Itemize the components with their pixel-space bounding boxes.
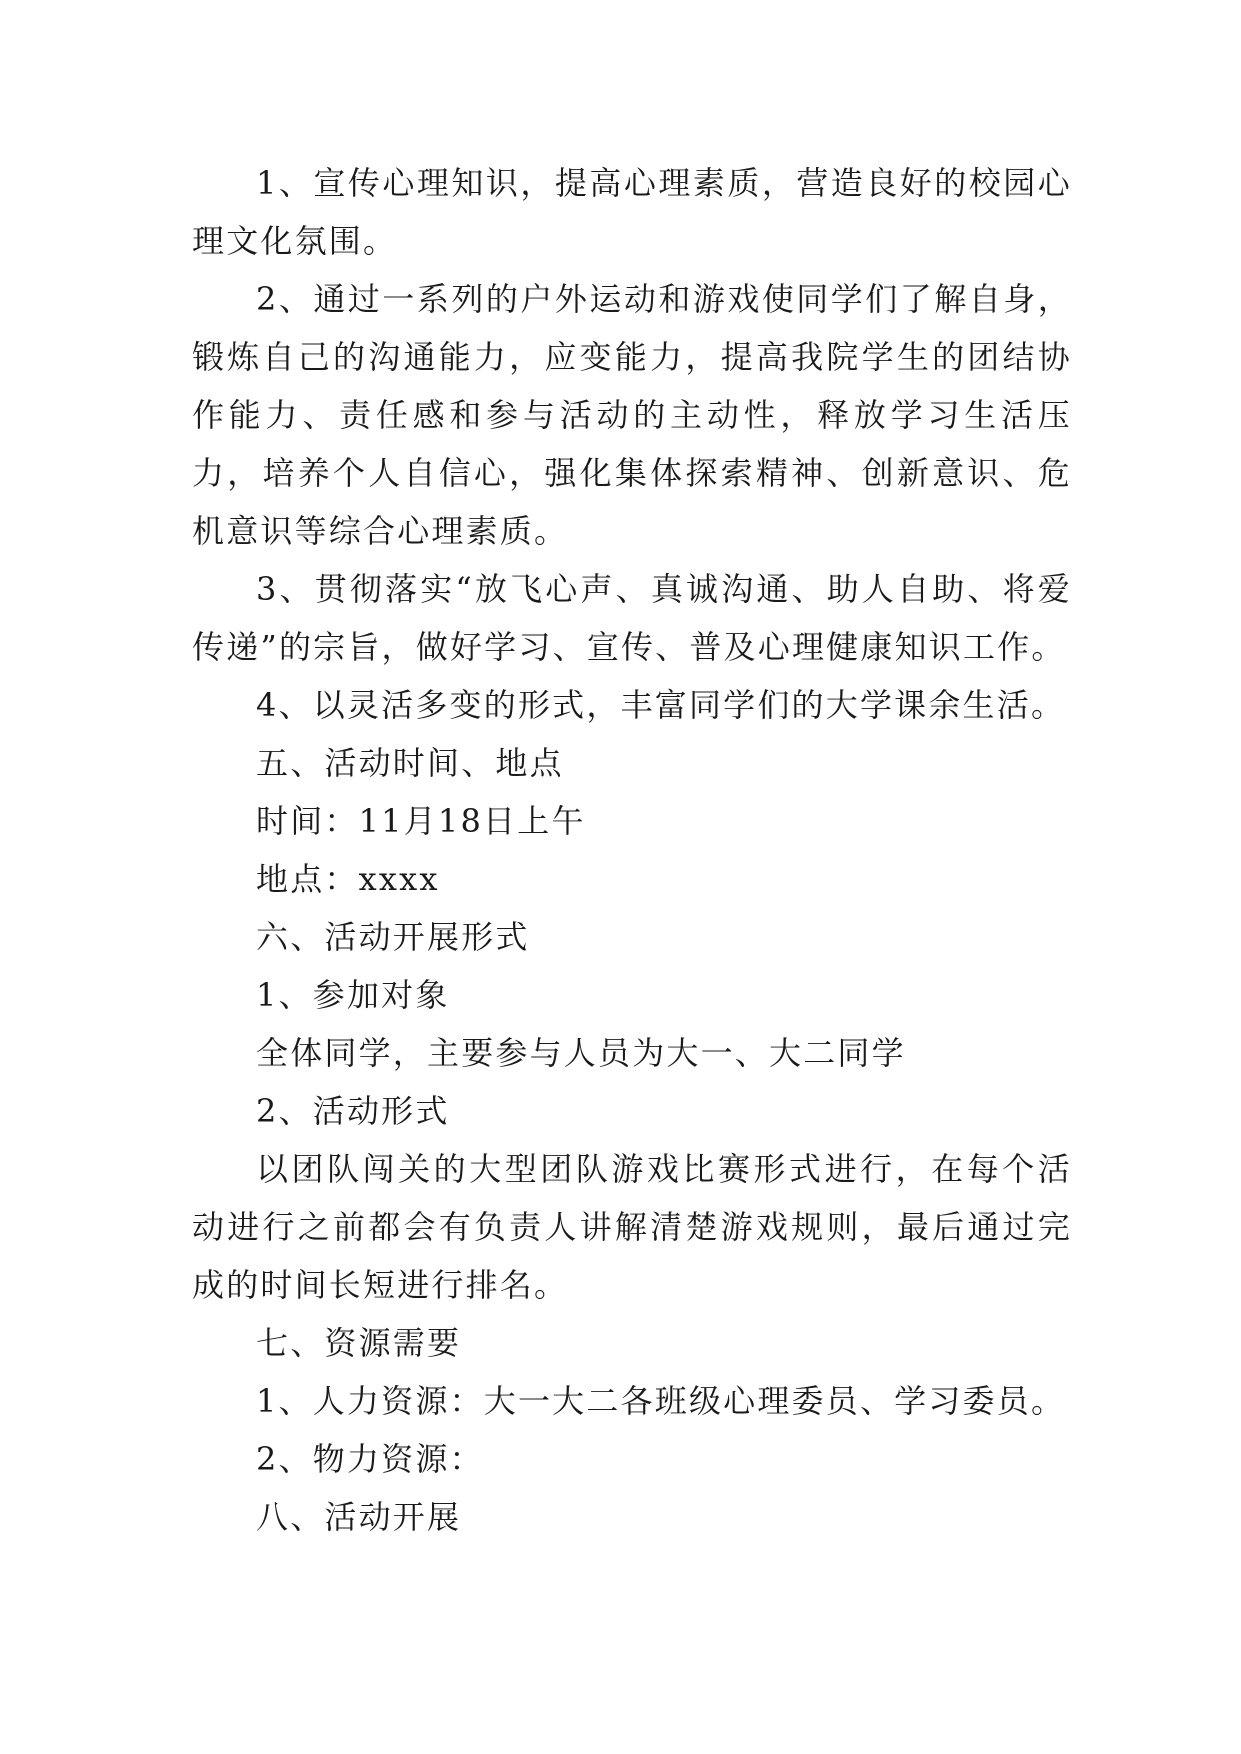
subheading-activity-form: 2、活动形式 [256, 1092, 450, 1130]
section-heading-activity: 八、活动开展 [256, 1498, 462, 1536]
paragraph-goal-4: 4、以灵活多变的形式，丰富同学们的大学课余生活。 [256, 686, 1066, 724]
activity-time: 时间：11月18日上午 [256, 802, 586, 840]
material-resources: 2、物力资源： [256, 1440, 484, 1478]
section-heading-format: 六、活动开展形式 [256, 918, 530, 956]
section-heading-time-place: 五、活动时间、地点 [256, 744, 564, 782]
activity-place: 地点：xxxx [256, 860, 440, 898]
section-heading-resources: 七、资源需要 [256, 1324, 462, 1362]
activity-form-text: 以团队闯关的大型团队游戏比赛形式进行，在每个活动进行之前都会有负责人讲解清楚游戏规则，最后通过完成的时间长短进行排名。 [192, 1150, 1072, 1304]
paragraph-goal-3: 3、贯彻落实“放飞心声、真诚沟通、助人自助、将爱传递”的宗旨，做好学习、宣传、普及心理健康知识工作。 [192, 570, 1072, 666]
participants-text: 全体同学，主要参与人员为大一、大二同学 [256, 1034, 906, 1072]
subheading-participants: 1、参加对象 [256, 976, 450, 1014]
human-resources: 1、人力资源：大一大二各班级心理委员、学习委员。 [256, 1382, 1066, 1420]
document-body [192, 154, 1072, 1546]
paragraph-goal-1: 1、宣传心理知识，提高心理素质，营造良好的校园心理文化氛围。 [192, 164, 1072, 260]
paragraph-goal-2: 2、通过一系列的户外运动和游戏使同学们了解自身，锻炼自己的沟通能力，应变能力，提高我院学生的团结协作能力、责任感和参与活动的主动性，释放学习生活压力，培养个人自信心，强化集体探索精神、创新意识、危机意识等综合心理素质。 [192, 280, 1072, 550]
